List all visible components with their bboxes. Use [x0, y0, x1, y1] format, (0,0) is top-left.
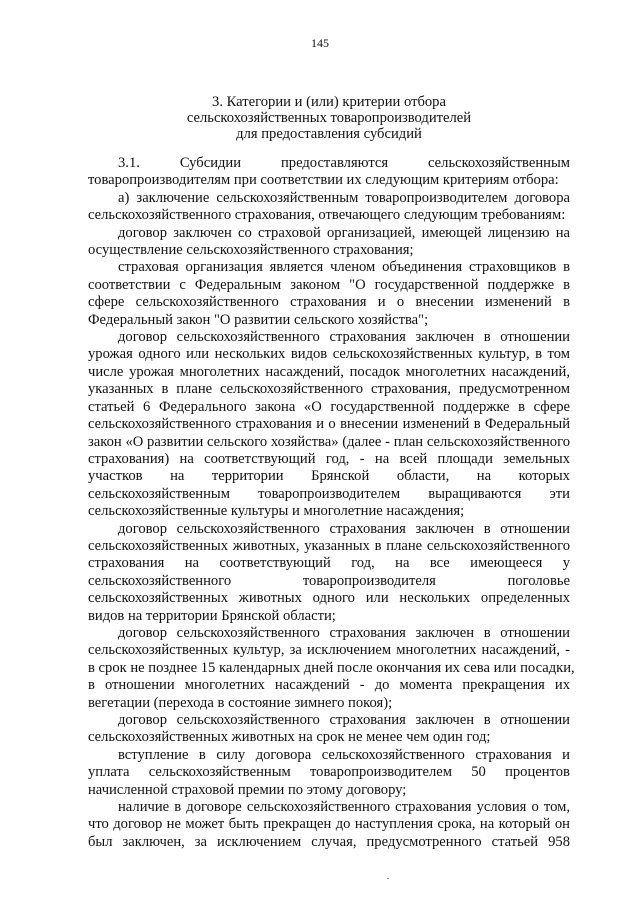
- word: области,: [396, 468, 450, 485]
- text-line: в срок не позднее 15 календарных дней после окончания их сева или посадки,: [88, 659, 575, 676]
- word: поголовье: [507, 572, 570, 589]
- text-line: сельскохозяйственных животных, указанных в плане сельскохозяйственного: [88, 537, 570, 554]
- text-line: сельскохозяйственных животных на срок не менее чем один год;: [88, 729, 491, 746]
- text-line: Федеральный закон "О развитии сельского хозяйства";: [88, 311, 429, 328]
- text-line: числе урожая многолетних насаждений, посадок многолетних насаждений,: [88, 363, 570, 380]
- word: сельскохозяйственного: [88, 572, 232, 589]
- text-line: сельскохозяйственных животных одного или нескольких определенных: [88, 590, 570, 607]
- text-line: [88, 155, 570, 172]
- word: на: [170, 468, 185, 485]
- text-line: договор сельскохозяйственного страхования заключен в отношении: [118, 624, 570, 641]
- text-line: товаропроизводителям при соответствии их следующим критериям отбора:: [88, 172, 559, 189]
- text-line: наличие в договоре сельскохозяйственного страхования условия о том,: [118, 799, 570, 816]
- text-line: сфере сельскохозяйственного страхования и о внесении изменений в: [88, 294, 570, 311]
- section-heading: [88, 94, 570, 142]
- word: территории: [211, 468, 284, 485]
- word: 3.1.: [118, 155, 140, 171]
- heading-line: 3. Категории и (или) критерии отбора: [212, 94, 446, 110]
- text-line: сельскохозяйственного страхования и о внесении изменений в Федеральный: [88, 416, 570, 433]
- text-line: [88, 764, 570, 781]
- word: сельскохозяйственным: [428, 155, 570, 171]
- word: сельскохозяйственным: [148, 764, 291, 781]
- heading-line: сельскохозяйственных товаропроизводителей: [186, 110, 472, 126]
- word: Субсидии: [179, 155, 242, 171]
- word: участков: [88, 468, 143, 485]
- text-line: [88, 468, 570, 485]
- word: 50: [471, 764, 486, 781]
- text-line: страховая организация является членом объединения страховщиков в: [118, 259, 570, 276]
- word: эти: [549, 485, 570, 502]
- word: предоставляются: [280, 155, 389, 171]
- word: уплата: [88, 764, 130, 781]
- text-line: указанных в плане сельскохозяйственного страхования, предусмотренном: [88, 381, 570, 398]
- text-line: сельскохозяйственного страхования, отвечающего следующим требованиям:: [88, 207, 566, 224]
- word: у: [562, 555, 570, 572]
- word: которых: [518, 468, 570, 485]
- text-line: в отношении многолетних насаждений - до момента прекращения их: [88, 677, 570, 694]
- text-line: договор сельскохозяйственного страхования заключен в отношении: [118, 329, 570, 346]
- word: Брянской: [311, 468, 370, 485]
- text-line: осуществление сельскохозяйственного страхования;: [88, 242, 414, 259]
- text-line: что договор не может быть прекращен до наступления срока, на который он: [88, 816, 570, 833]
- text-line: видов на территории Брянской области;: [88, 607, 336, 624]
- word: товаропроизводителем: [258, 485, 401, 502]
- text-line: соответствии с Федеральным законом "О государственной поддержке в: [88, 276, 570, 293]
- text-line: закон «О развитии сельского хозяйства» (далее - план сельскохозяйственного: [88, 433, 570, 450]
- word: год,: [351, 555, 375, 572]
- text-line: начисленной страховой премии по этому договору;: [88, 781, 407, 798]
- text-line: сельскохозяйственных культур, за исключением многолетних насаждений, -: [88, 642, 570, 659]
- word: товаропроизводителя: [302, 572, 436, 589]
- text-line: урожая одного или нескольких видов сельскохозяйственных культур, в том: [88, 346, 570, 363]
- text-line: статьей 6 Федерального закона «О государственной поддержке в сфере: [88, 398, 570, 415]
- text-line: [88, 573, 570, 590]
- text-line: [88, 555, 570, 572]
- page-number: 145: [311, 36, 329, 50]
- text-line: был заключен, за исключением случая, предусмотренного статьей 958: [88, 833, 570, 850]
- word: имеющееся: [470, 555, 543, 572]
- word: сельскохозяйственным: [88, 485, 230, 502]
- text-line: страхования) на соответствующий год, - на всей площади земельных: [88, 450, 570, 467]
- scan-artifact: [387, 878, 389, 879]
- word: все: [429, 555, 450, 572]
- word: процентов: [505, 764, 570, 781]
- text-line: договор сельскохозяйственного страхования заключен в отношении: [118, 712, 570, 728]
- word: выращиваются: [428, 485, 522, 502]
- text-line: договор заключен со страховой организацией, имеющей лицензию на: [118, 224, 570, 241]
- word: на: [184, 555, 200, 572]
- word: соответствующий: [219, 555, 331, 572]
- word: страхования: [88, 555, 165, 572]
- text-line: вступление в силу договора сельскохозяйственного страхования и: [118, 746, 570, 763]
- word: товаропроизводителем: [310, 764, 452, 781]
- text-line: а) заключение сельскохозяйственным товаропроизводителем договора: [118, 189, 570, 206]
- heading-line: для предоставления субсидий: [236, 126, 422, 142]
- word: на: [395, 555, 410, 572]
- text-line: вегетации (перехода в состояние зимнего покоя);: [88, 694, 393, 711]
- text-line: сельскохозяйственные культуры и многолетние насаждения;: [88, 503, 465, 520]
- word: на: [476, 468, 492, 485]
- text-line: [88, 486, 570, 503]
- document-body: [88, 155, 575, 851]
- text-line: договор сельскохозяйственного страхования заключен в отношении: [118, 520, 570, 537]
